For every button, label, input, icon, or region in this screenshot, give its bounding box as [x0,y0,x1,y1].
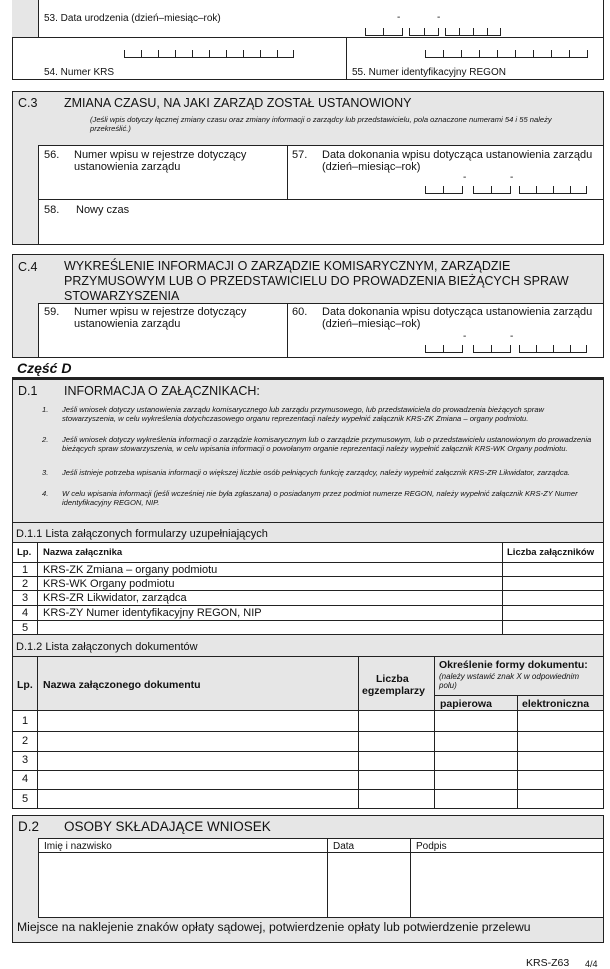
attachment-name: KRS-ZY Numer identyfikacyjny REGON, NIP [43,607,262,619]
attachment-count-input[interactable] [503,577,603,590]
attachment-name: KRS-WK Organy podmiotu [43,578,175,590]
field-55-label: 55. Numer identyfikacyjny REGON [352,67,506,78]
row-number: 2 [22,578,29,590]
d12-col-name: Nazwa załączonego dokumentu [43,679,201,691]
attachment-count-input[interactable] [503,563,603,576]
field-54-label: 54. Numer KRS [44,67,115,78]
field-56-label-1: Numer wpisu w rejestrze dotyczący [74,149,247,161]
document-name-input[interactable] [38,711,358,731]
field-58-label: Nowy czas [76,204,130,216]
d1-item-4-text: W celu wpisania informacji (jeśli wcześniej nie była zgłaszana) o posiadanym przez podmiot numerze REGON, należy wypełnić załącznik KRS-ZY Numer identyfikacyjny REGON, NIP. [62,489,578,508]
form-code: KRS-Z63 [526,957,570,969]
d1-title: INFORMACJA O ZAŁĄCZNIKACH: [64,384,260,398]
d12-col-lp: Lp. [17,679,33,691]
c3-note: (Jeśli wpis dotyczy łącznej zmiany czasu oraz zmiany informacji o zarządcy lub przedstawicielu, pola oznaczone numerami 54 i 55 należy przekreślić.) [90,115,552,134]
field-56-number: 56. [44,149,60,161]
field-60-label-1: Data dokonania wpisu dotycząca ustanowienia zarządu [322,306,593,318]
applicant-date-input[interactable] [328,853,410,917]
d1-item-2-text: Jeśli wniosek dotyczy wykreślenia informacji o zarządzie komisarycznym lub o zarządzie przymusowym, lub o przedstawicielu ustanowionym do prowadzenia bieżących spraw stowarzyszenia, w celu wpisania informacji o powołanym organie reprezentacji należy wypełnić załącznik KRS-WK Organy podmiotu. [62,435,592,454]
document-name-input[interactable] [38,752,358,770]
d2-col-date: Data [333,841,355,852]
c4-title-line-1: WYKREŚLENIE INFORMACJI O ZARZĄDZIE KOMISARYCZNYM, ZARZĄDZIE [64,259,511,273]
c4-title-line-3: STOWARZYSZENIA [64,289,180,303]
row-number: 2 [22,735,29,747]
field-57-number: 57. [292,149,308,161]
field-57-label-2: (dzień–miesiąc–rok) [322,161,421,173]
field-56-label-2: ustanowienia zarządu [74,161,181,173]
row-number: 5 [22,793,29,805]
d2-title: OSOBY SKŁADAJĄCE WNIOSEK [64,819,271,834]
d1-item-1-number: 1. [42,405,49,414]
attachment-count-input[interactable] [503,606,603,620]
row-number: 5 [22,622,29,634]
date-60-input[interactable]: - - [425,343,588,353]
attachment-count-input[interactable] [503,591,603,605]
d1-item-4-number: 4. [42,489,49,498]
d1-item-3-text: Jeśli istnieje potrzeba wpisania informacji o większej liczbie osób pełniących funkcję zarządcy, należy wypełnić załącznik KRS-ZR Likwidator, zarządca. [62,468,571,477]
d1-code: D.1 [18,384,38,398]
field-53-label: 53. Data urodzenia (dzień–miesiąc–rok) [44,13,221,24]
d11-col-name: Nazwa załącznika [43,547,123,558]
d12-col-paper: papierowa [440,698,492,710]
d12-col-form-note: (należy wstawić znak X w odpowiednim polu) [439,672,580,691]
row-number: 1 [22,564,29,576]
row-number: 4 [22,773,29,785]
d12-col-count-1: Liczba [376,673,409,685]
attachment-name: KRS-ZR Likwidator, zarządca [43,592,187,604]
part-d-heading: Część D [17,360,72,376]
field-57-label-1: Data dokonania wpisu dotycząca ustanowienia zarządu [322,149,593,161]
field-59-label-1: Numer wpisu w rejestrze dotyczący [74,306,247,318]
birth-date-input[interactable]: - - [365,26,495,36]
applicant-signature-field[interactable] [411,853,603,917]
d11-col-count: Liczba załączników [507,547,595,558]
page-number: 4/4 [585,959,598,969]
row-number: 4 [22,607,29,619]
c3-code: C.3 [18,96,38,110]
c3-title: ZMIANA CZASU, NA JAKI ZARZĄD ZOSTAŁ USTANOWIONY [64,96,412,110]
applicant-name-input[interactable] [39,853,327,917]
document-name-input[interactable] [38,771,358,789]
fee-area-label: Miejsce na naklejenie znaków opłaty sądowej, potwierdzenie opłaty lub potwierdzenie przelewu [17,920,531,934]
field-59-label-2: ustanowienia zarządu [74,318,181,330]
d11-col-lp: Lp. [17,547,32,558]
d2-code: D.2 [18,819,40,834]
krs-number-input[interactable] [124,48,294,58]
attachment-name: KRS-ZK Zmiana – organy podmiotu [43,564,218,576]
row-number: 3 [22,592,29,604]
d12-col-form: Określenie formy dokumentu: [439,659,588,671]
document-name-input[interactable] [38,790,358,809]
d12-col-electronic: elektroniczna [522,698,590,710]
d2-col-sign: Podpis [416,841,447,852]
field-60-label-2: (dzień–miesiąc–rok) [322,318,421,330]
d1-item-2-number: 2. [42,435,49,444]
field-60-number: 60. [292,306,308,318]
attachment-name-input[interactable] [38,621,502,634]
c4-title-line-2: PRZYMUSOWYM LUB O PRZEDSTAWICIELU DO PROWADZENIA BIEŻĄCYCH SPRAW [64,274,569,288]
d2-col-name: Imię i nazwisko [44,841,112,852]
row-number: 1 [22,715,29,727]
d12-title: D.1.2 Lista załączonych dokumentów [16,641,198,653]
regon-number-input[interactable] [425,48,588,58]
date-57-input[interactable]: - - [425,184,588,194]
c4-code: C.4 [18,260,38,274]
field-58-number: 58. [44,204,60,216]
d1-item-1-text: Jeśli wniosek dotyczy ustanowienia zarządu komisarycznego lub zarządu przymusowego, lub przedstawiciela do prowadzenia bieżących spraw stowarzyszenia, w celu wykreślenia dotychczasowego organu reprezentacji należy wypełnić załącznik KRS-ZK Zmiana – organy podmiotu. [62,405,545,424]
d1-item-3-number: 3. [42,468,49,477]
attachment-count-input[interactable] [503,621,603,634]
d11-title: D.1.1 Lista załączonych formularzy uzupełniających [16,528,268,540]
d12-col-count-2: egzemplarzy [362,685,426,697]
field-59-number: 59. [44,306,60,318]
row-number: 3 [22,754,29,766]
document-name-input[interactable] [38,732,358,751]
